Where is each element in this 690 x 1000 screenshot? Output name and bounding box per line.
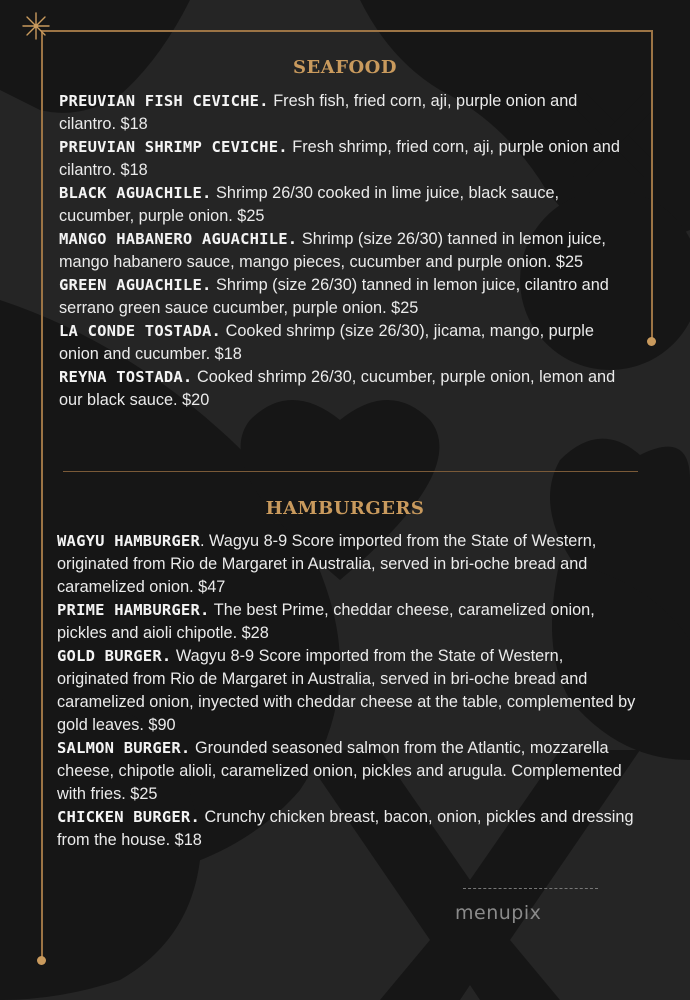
menu-item-name: PREUVIAN FISH CEVICHE. <box>59 92 269 110</box>
menu-item-name: SALMON BURGER. <box>57 739 191 757</box>
menu-item-description: Crunchy chicken breast, bacon, onion, pickles and dressing from the house. $18 <box>57 808 634 849</box>
menu-item-name: GOLD BURGER. <box>57 647 172 665</box>
menu-item-name: WAGYU HAMBURGER <box>57 532 200 550</box>
menu-item-name: CHICKEN BURGER. <box>57 808 200 826</box>
menu-item-description: Cooked shrimp 26/30, cucumber, purple onion, lemon and our black sauce. $20 <box>59 368 616 409</box>
menu-item <box>57 599 637 645</box>
menu-item-description: Grounded seasoned salmon from the Atlantic, mozzarella cheese, chipotle alioli, caramelized onion, pickles and arugula. Complemented with fries. $25 <box>57 739 622 803</box>
watermark-divider <box>463 888 598 889</box>
menu-item-description: . Wagyu 8-9 Score imported from the State of Western, originated from Rio de Margaret in Australia, served in bri-oche bread and caramelized onion. $47 <box>57 532 597 596</box>
frame-dot <box>647 337 656 346</box>
menu-item-name: PRIME HAMBURGER. <box>57 601 210 619</box>
menu-item <box>57 530 637 599</box>
hamburgers-item-list <box>57 530 637 852</box>
menu-item <box>59 274 634 320</box>
menu-item <box>59 320 634 366</box>
star-ornament-icon <box>22 12 50 40</box>
menu-item-description: The best Prime, cheddar cheese, caramelized onion, pickles and aioli chipotle. $28 <box>57 601 595 642</box>
menu-item-name: GREEN AGUACHILE. <box>59 276 212 294</box>
menu-item-description: Fresh shrimp, fried corn, aji, purple onion and cilantro. $18 <box>59 138 620 179</box>
section-title-hamburgers: HAMBURGERS <box>265 498 425 519</box>
menu-item <box>57 806 637 852</box>
frame-top-line <box>41 30 652 32</box>
menu-item-description: Shrimp (size 26/30) tanned in lemon juice, cilantro and serrano green sauce cucumber, purple onion. $25 <box>59 276 609 317</box>
menu-item <box>59 136 634 182</box>
menu-item-name: MANGO HABANERO AGUACHILE. <box>59 230 298 248</box>
menu-item <box>59 90 634 136</box>
watermark-logo: menupix <box>455 902 542 924</box>
menu-item <box>59 228 634 274</box>
section-divider <box>63 471 638 472</box>
menu-item-name: BLACK AGUACHILE. <box>59 184 212 202</box>
menu-item <box>57 737 637 806</box>
menu-item-name: REYNA TOSTADA. <box>59 368 193 386</box>
menu-item-name: PREUVIAN SHRIMP CEVICHE. <box>59 138 288 156</box>
menu-item <box>59 182 634 228</box>
menu-item-description: Cooked shrimp (size 26/30), jicama, mango, purple onion and cucumber. $18 <box>59 322 594 363</box>
menu-item-description: Fresh fish, fried corn, aji, purple onion and cilantro. $18 <box>59 92 578 133</box>
menu-item <box>59 366 634 412</box>
frame-dot <box>37 956 46 965</box>
frame-left-line <box>41 30 43 960</box>
section-title-seafood: SEAFOOD <box>293 57 397 78</box>
menu-item-name: LA CONDE TOSTADA. <box>59 322 222 340</box>
menu-item-description: Shrimp 26/30 cooked in lime juice, black sauce, cucumber, purple onion. $25 <box>59 184 560 225</box>
menu-item <box>57 645 637 737</box>
menu-item-description: Wagyu 8-9 Score imported from the State of Western, originated from Rio de Margaret in Australia, served in bri-oche bread and caramelized onion, inyected with cheddar cheese at the table, complemented by gold leaves. $90 <box>57 647 636 734</box>
seafood-item-list <box>59 90 634 412</box>
menu-item-description: Shrimp (size 26/30) tanned in lemon juice, mango habanero sauce, mango pieces, cucumber and purple onion. $25 <box>59 230 606 271</box>
